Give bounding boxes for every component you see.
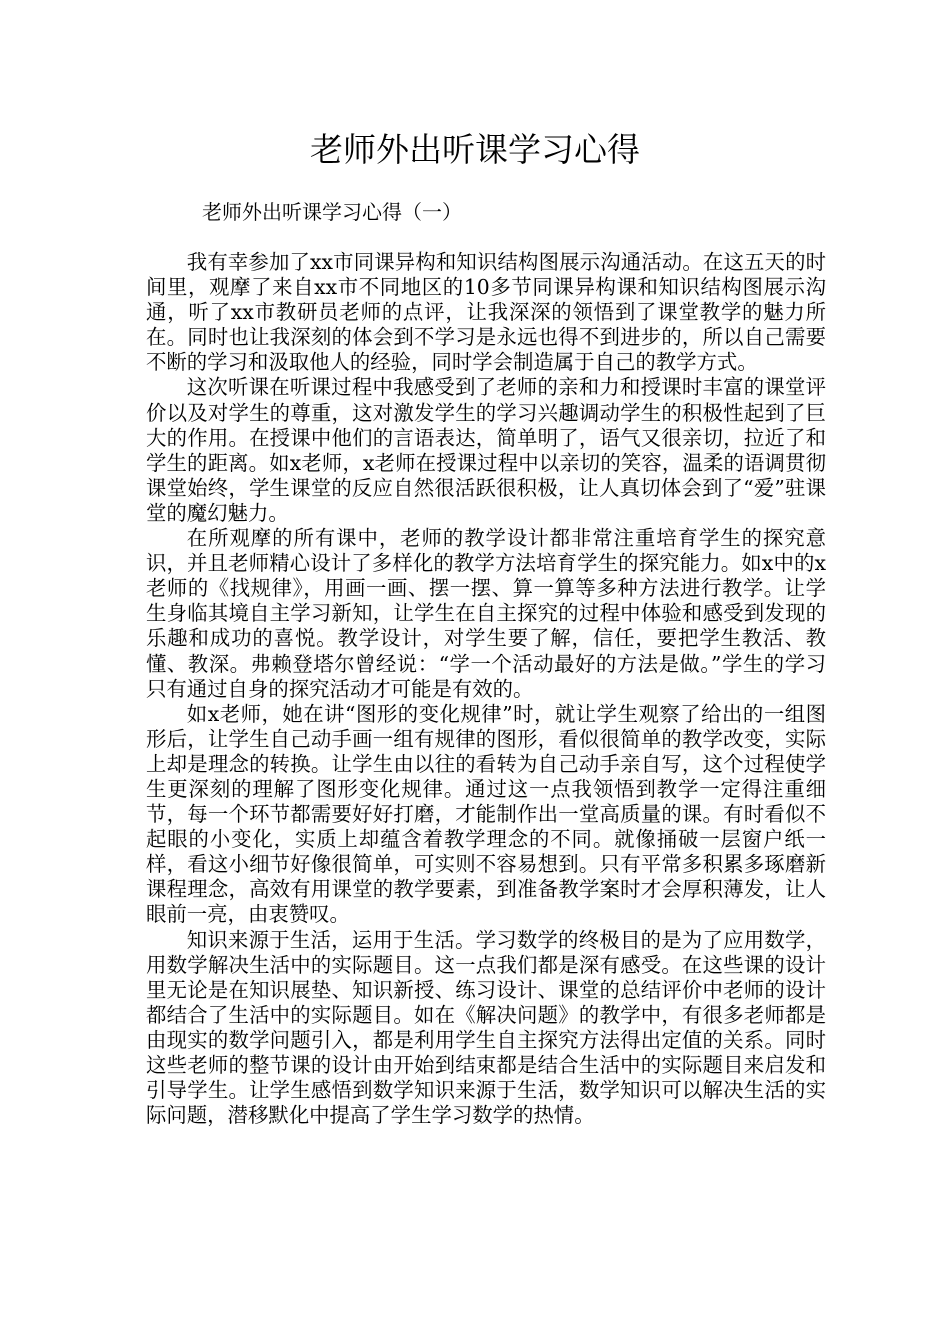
section-subtitle: 老师外出听课学习心得（一） <box>202 200 462 224</box>
paragraph-2: 这次听课在听课过程中我感受到了老师的亲和力和授课时丰富的课堂评价以及对学生的尊重，这对激发学生的学习兴趣调动学生的积极性起到了巨大的作用。在授课中他们的言语表达，简单明了，语气又很亲切，拉近了和学生的距离。如x老师，x老师在授课过程中以亲切的笑容，温柔的语调贯彻课堂始终，学生课堂的反应自然很活跃很积极，让人真切体会到了“爱”驻课堂的魔幻魅力。 <box>146 375 826 525</box>
paragraph-1: 我有幸参加了xx市同课异构和知识结构图展示沟通活动。在这五天的时间里，观摩了来自xx市不同地区的10多节同课异构课和知识结构图展示沟通，听了xx市教研员老师的点评，让我深深的领悟到了课堂教学的魅力所在。同时也让我深刻的体会到不学习是永远也得不到进步的，所以自己需要不断的学习和汲取他人的经验，同时学会制造属于自己的教学方式。 <box>146 250 826 375</box>
article-body <box>146 250 826 1128</box>
paragraph-3: 在所观摩的所有课中，老师的教学设计都非常注重培育学生的探究意识，并且老师精心设计了多样化的教学方法培育学生的探究能力。如x中的x老师的《找规律》，用画一画、摆一摆、算一算等多种方法进行教学。让学生身临其境自主学习新知，让学生在自主探究的过程中体验和感受到发现的乐趣和成功的喜悦。教学设计，对学生要了解，信任，要把学生教活、教懂、教深。弗赖登塔尔曾经说：“学一个活动最好的方法是做。”学生的学习只有通过自身的探究活动才可能是有效的。 <box>146 526 826 701</box>
paragraph-4: 如x老师，她在讲“图形的变化规律”时，就让学生观察了给出的一组图形后，让学生自己动手画一组有规律的图形，看似很简单的教学改变，实际上却是理念的转换。让学生由以往的看转为自己动手亲自写，这个过程使学生更深刻的理解了图形变化规律。通过这一点我领悟到教学一定得注重细节，每一个环节都需要好好打磨，才能制作出一堂高质量的课。有时看似不起眼的小变化，实质上却蕴含着教学理念的不同。就像捅破一层窗户纸一样，看这小细节好像很简单，可实则不容易想到。只有平常多积累多琢磨新课程理念，高效有用课堂的教学要素，到准备教学案时才会厚积薄发，让人眼前一亮，由衷赞叹。 <box>146 701 826 927</box>
page-title: 老师外出听课学习心得 <box>310 130 640 169</box>
paragraph-5: 知识来源于生活，运用于生活。学习数学的终极目的是为了应用数学，用数学解决生活中的实际题目。这一点我们都是深有感受。在这些课的设计里无论是在知识展垫、知识新授、练习设计、课堂的总结评价中老师的设计都结合了生活中的实际题目。如在《解决问题》的教学中，有很多老师都是由现实的数学问题引入，都是利用学生自主探究方法得出定值的关系。同时这些老师的整节课的设计由开始到结束都是结合生活中的实际题目来启发和引导学生。让学生感悟到数学知识来源于生活，数学知识可以解决生活的实际问题，潜移默化中提高了学生学习数学的热情。 <box>146 927 826 1128</box>
